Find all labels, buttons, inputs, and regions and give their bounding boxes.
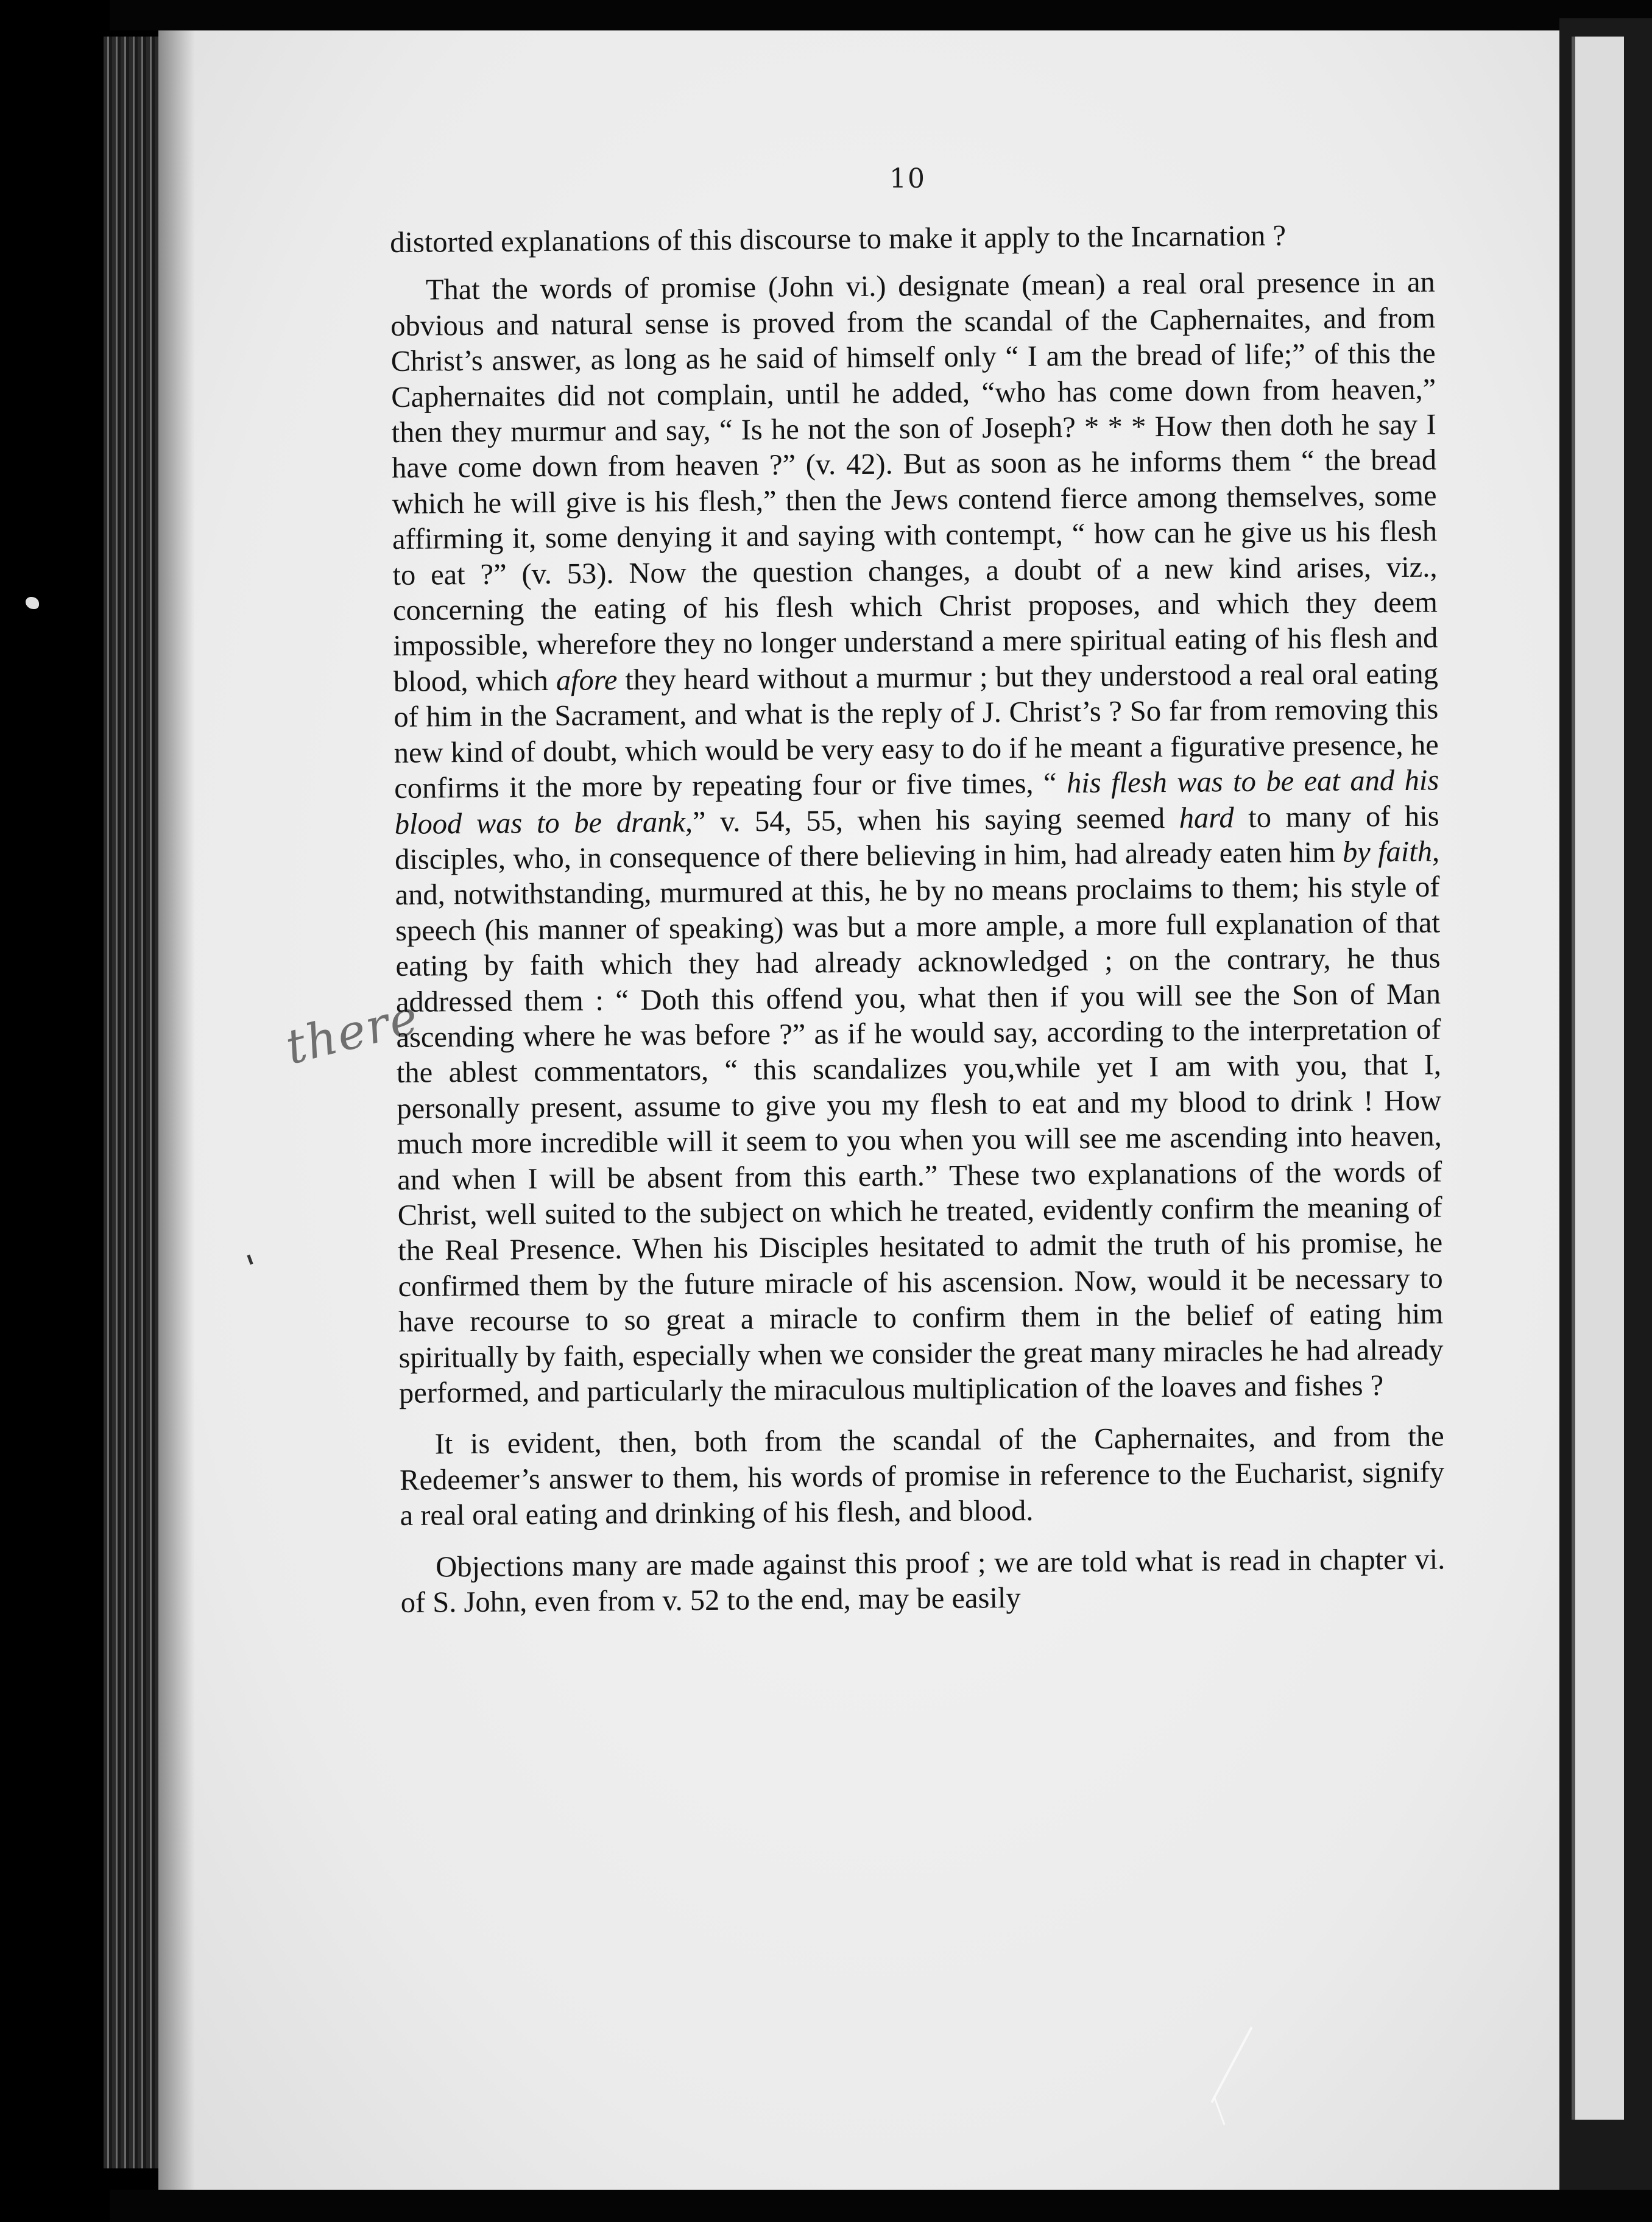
bottom-edge	[110, 2190, 1652, 2222]
text-run: they heard without a murmur ; but they understood a real oral eating of him in the Sacrament, and what is the reply of J. Christ’s ? So far from removing this new kind of doubt, which would be very easy to do if he meant a figurative presence, he confirms it the more by repeating four or five times, “	[394, 657, 1439, 805]
facing-page-edge	[1572, 37, 1624, 2120]
text-run: ” v. 54, 55, when his saying seemed	[692, 802, 1180, 838]
italic-run: hard	[1179, 801, 1234, 834]
gutter-shadow	[158, 30, 195, 2190]
italic-run: afore	[556, 663, 618, 697]
page-number: 10	[889, 163, 926, 194]
paragraph-conclusion: It is evident, then, both from the scandal of the Caphernaites, and from the Redeemer’s answer to them, his words of promise in reference to the Eucharist, signify a real oral eating and drinking of his flesh, and blood.	[399, 1420, 1445, 1532]
paragraph-continued: distorted explanations of this discourse to make it apply to the Incarnation ?	[390, 219, 1287, 259]
paragraph-promise-words	[390, 265, 1444, 1411]
italic-run: his flesh was to be eat and his blood was to be drank,	[394, 764, 1439, 841]
top-edge	[110, 0, 1652, 30]
handwritten-margin-note: there	[280, 989, 425, 1076]
body-text	[390, 217, 1446, 1621]
paragraph-objections: Objections many are made against this proof ; we are told what is read in chapter vi. of S. John, even from v. 52 to the end, may be easily	[400, 1543, 1446, 1619]
page-edges	[104, 37, 161, 2168]
italic-run: by faith	[1342, 835, 1433, 869]
text-run: to many of his disciples, who, in consequence of there believing in him, had already eaten him	[394, 800, 1439, 876]
text-run: , and, notwithstanding, murmured at this, he by no means proclaims to them; his style of speech (his manner of speaking) was but a more ample, a more full explanation of that eating by faith which they had already acknowledged ; on the contrary, he thus addressed them : “ Doth this offend you, what then if you will see the Son of Man ascending where he was before ?” as if he would say, according to the interpretation of the ablest commentators, “ this scandalizes you,while yet I am with you, that I, personally present, assume to give you my flesh to eat and my blood to drink ! How much more incredible will it seem to you when you will see me ascending into heaven, and when I will be absent from this earth.” These two explanations of the words of Christ, well suited to the subject on which he treated, evidently confirm the meaning of the Real Presence. When his Disciples hesitated to admit the truth of his promise, he confirmed them by the future miracle of his ascension. Now, would it be necessary to have recourse to so great a miracle to confirm them in the belief of eating him spiritually by faith, especially when we consider the great many miracles he had already performed, and particularly the miraculous multiplication of the loaves and fishes ?	[395, 835, 1444, 1409]
text-run: That the words of promise (John vi.) designate (mean) a real oral presence in an obvious and natural sense is proved from the scandal of the Caphernaites, and from Christ’s answer, as long as he said of himself only “ I am the bread of life;” of this the Caphernaites did not complain, until he added, “who has come down from heaven,” then they murmur and say, “ Is he not the son of Joseph? * * * How then doth he say I have come down from heaven ?” (v. 42). But as soon as he informs them “ the bread which he will give is his flesh,” then the Jews contend fierce among themselves, some affirming it, some denying it and saying with contempt, “ how can he give us his flesh to eat ?” (v. 53). Now the question changes, a doubt of a new kind arises, viz., concerning the eating of his flesh which Christ proposes, and which they deem impossible, wherefore they no longer understand a mere spiritual eating of his flesh and blood, which	[390, 266, 1438, 698]
